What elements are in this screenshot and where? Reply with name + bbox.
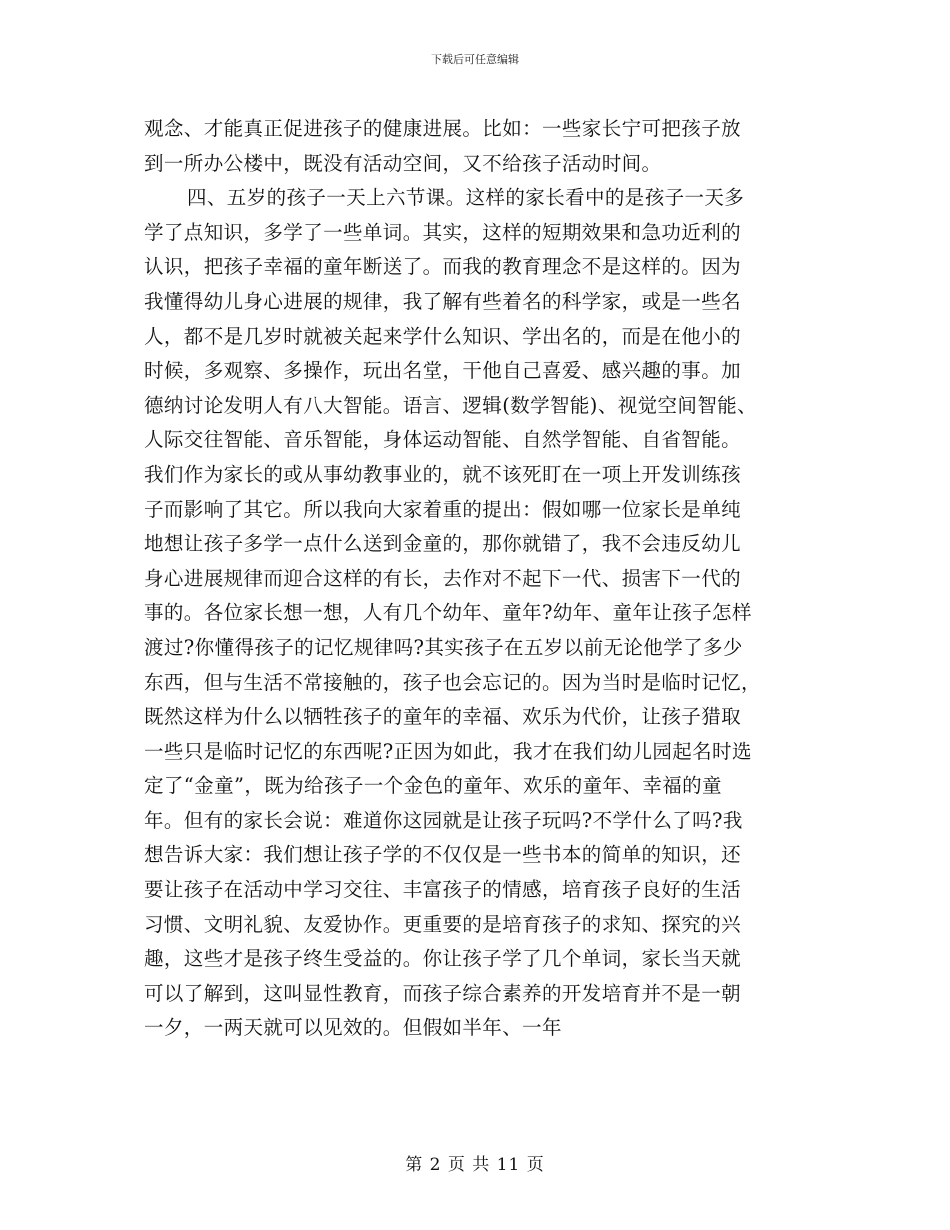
text-line: 既然这样为什么以牺牲孩子的童年的幸福、欢乐为代价，让孩子猎取 — [144, 705, 742, 729]
text-line: 观念、才能真正促进孩子的健康进展。比如：一些家长宁可把孩子放 — [144, 117, 742, 140]
text-line: 人，都不是几岁时就被关起来学什么知识、学出名的，而是在他小的 — [144, 324, 742, 348]
document-body — [144, 112, 804, 1046]
text-line: 认识，把孩子幸福的童年断送了。而我的教育理念不是这样的。因为 — [144, 255, 742, 279]
text-line: 子而影响了其它。所以我向大家着重的提出：假如哪一位家长是单纯 — [144, 497, 742, 521]
text-line: 年。但有的家长会说：难道你这园就是让孩子玩吗?不学什么了吗?我 — [144, 808, 743, 832]
paragraph-start-line: 四、五岁的孩子一天上六节课。这样的家长看中的是孩子一天多 — [187, 186, 745, 210]
text-line: 渡过?你懂得孩子的记忆规律吗?其实孩子在五岁以前无论他学了多少 — [144, 635, 743, 659]
page-number-footer: 第 2 页 共 11 页 — [405, 1155, 545, 1175]
text-line: 可以了解到，这叫显性教育，而孩子综合素养的开发培育并不是一朝 — [144, 981, 742, 1005]
text-line: 人际交往智能、音乐智能，身体运动智能、自然学智能、自省智能。 — [144, 428, 742, 452]
text-line: 我们作为家长的或从事幼教事业的，就不该死盯在一项上开发训练孩 — [144, 462, 742, 486]
text-line: 一些只是临时记忆的东西呢?正因为如此，我才在我们幼儿园起名时选 — [144, 739, 752, 763]
text-line: 学了点知识，多学了一些单词。其实，这样的短期效果和急功近利的 — [144, 220, 742, 244]
text-line: 时候，多观察、多操作，玩出名堂，干他自己喜爱、感兴趣的事。加 — [144, 359, 742, 383]
text-line: 趣，这些才是孩子终生受益的。你让孩子学了几个单词，家长当天就 — [144, 947, 742, 971]
page-header: 下载后可任意编辑 — [431, 53, 519, 66]
text-line: 地想让孩子多学一点什么送到金童的，那你就错了，我不会违反幼儿 — [144, 532, 742, 556]
text-line: 定了“金童”，既为给孩子一个金色的童年、欢乐的童年、幸福的童 — [144, 774, 722, 798]
text-line: 到一所办公楼中，既没有活动空间，又不给孩子活动时间。 — [144, 151, 662, 175]
text-line: 我懂得幼儿身心进展的规律，我了解有些着名的科学家，或是一些名 — [144, 289, 742, 313]
text-line: 身心进展规律而迎合这样的有长，去作对不起下一代、损害下一代的 — [144, 566, 742, 590]
text-line: 一夕，一两天就可以见效的。但假如半年、一年 — [144, 1016, 562, 1040]
text-line: 想告诉大家：我们想让孩子学的不仅仅是一些书本的简单的知识，还 — [144, 843, 742, 867]
text-line: 习惯、文明礼貌、友爱协作。更重要的是培育孩子的求知、探究的兴 — [144, 912, 742, 936]
text-line: 事的。各位家长想一想，人有几个幼年、童年?幼年、童年让孩子怎样 — [144, 601, 752, 625]
text-line: 要让孩子在活动中学习交往、丰富孩子的情感，培育孩子良好的生活 — [144, 878, 742, 902]
text-line: 德纳讨论发明人有八大智能。语言、逻辑(数学智能)、视觉空间智能、 — [144, 393, 758, 417]
text-line: 东西，但与生活不常接触的，孩子也会忘记的。因为当时是临时记忆， — [144, 670, 761, 694]
